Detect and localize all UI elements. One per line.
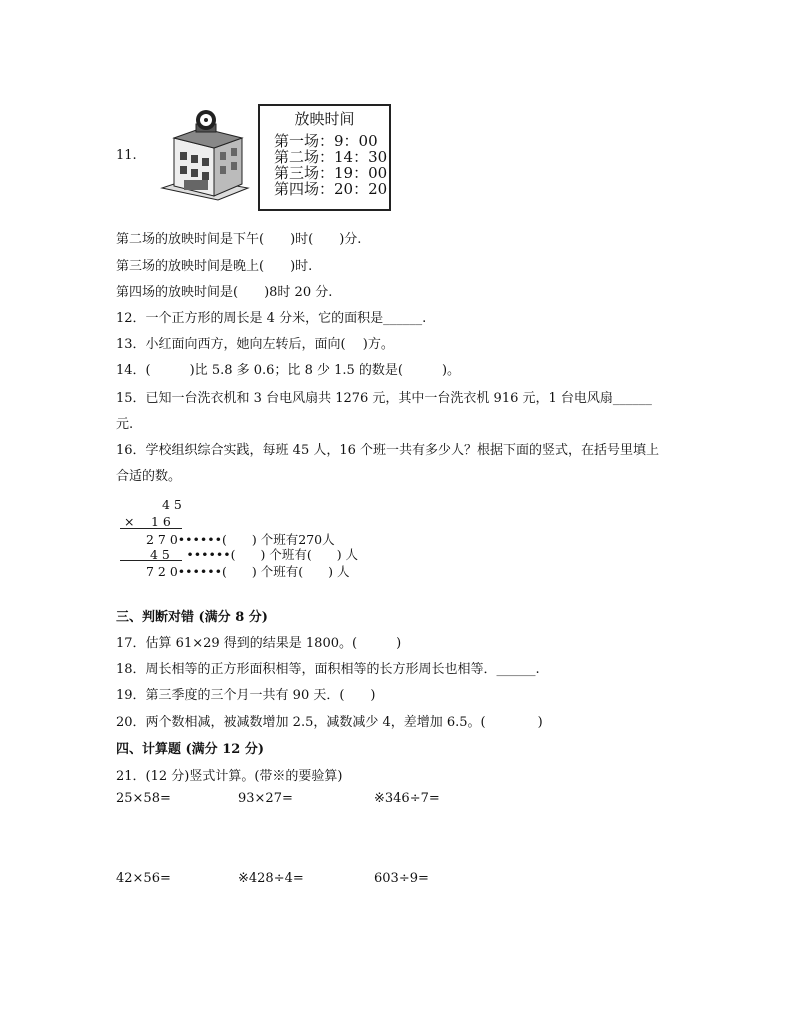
vertical-multiplicand: 4 5	[162, 497, 182, 512]
question-13: 13．小红面向西方，她向左转后，面向( )方。	[116, 337, 394, 352]
section-4-heading: 四、计算题 (满分 12 分)	[116, 742, 264, 757]
schedule-row: 第一场：9：00	[274, 132, 378, 150]
calc-item: ※346÷7=	[374, 791, 440, 806]
question-15-line2: 元.	[116, 417, 134, 432]
cinema-building-image	[158, 108, 250, 202]
schedule-box	[258, 104, 391, 211]
schedule-row: 第四场：20：20	[274, 180, 388, 198]
question-20: 20．两个数相减，被减数增加 2.5，减数减少 4，差增加 6.5。( )	[116, 715, 543, 730]
vertical-step-1: 2 7 0••••••( ) 个班有270人	[146, 532, 335, 547]
schedule-row: 第二场：14：30	[274, 148, 388, 166]
calc-item: 42×56=	[116, 871, 171, 886]
calc-item: 603÷9=	[374, 871, 429, 886]
vertical-step-2: 4 5 ••••••( ) 个班有( ) 人	[150, 547, 359, 562]
question-12: 12．一个正方形的周长是 4 分米，它的面积是______.	[116, 311, 427, 326]
question-17: 17．估算 61×29 得到的结果是 1800。( )	[116, 636, 402, 651]
q11-line1: 第二场的放映时间是下午( )时( )分.	[116, 232, 362, 247]
vertical-rule-1	[120, 528, 182, 529]
vertical-multiplier: × 1 6	[124, 514, 171, 529]
vertical-rule-2	[120, 560, 182, 561]
vertical-step-3: 7 2 0••••••( ) 个班有( ) 人	[146, 564, 350, 579]
question-14: 14．( )比 5.8 多 0.6；比 8 少 1.5 的数是( )。	[116, 363, 461, 378]
schedule-row: 第三场：19：00	[274, 164, 388, 182]
q11-line3: 第四场的放映时间是( )8时 20 分.	[116, 285, 333, 300]
calc-item: 93×27=	[238, 791, 293, 806]
question-16-line1: 16．学校组织综合实践，每班 45 人，16 个班一共有多少人？根据下面的竖式，在括号里填上	[116, 443, 660, 458]
question-16-line2: 合适的数。	[116, 469, 182, 484]
calc-item: 25×58=	[116, 791, 171, 806]
question-number-11: 11.	[116, 148, 137, 163]
question-18: 18．周长相等的正方形面积相等，面积相等的长方形周长也相等．______.	[116, 662, 540, 677]
question-19: 19．第三季度的三个月一共有 90 天．( )	[116, 688, 376, 703]
question-21: 21．(12 分)竖式计算。(带※的要验算)	[116, 769, 343, 784]
question-15-line1: 15．已知一台洗衣机和 3 台电风扇共 1276 元，其中一台洗衣机 916 元，1 台电风扇______	[116, 391, 652, 406]
section-3-heading: 三、判断对错 (满分 8 分)	[116, 610, 268, 625]
q11-line2: 第三场的放映时间是晚上( )时.	[116, 259, 313, 274]
schedule-title: 放映时间	[294, 110, 355, 128]
calc-item: ※428÷4=	[238, 871, 304, 886]
